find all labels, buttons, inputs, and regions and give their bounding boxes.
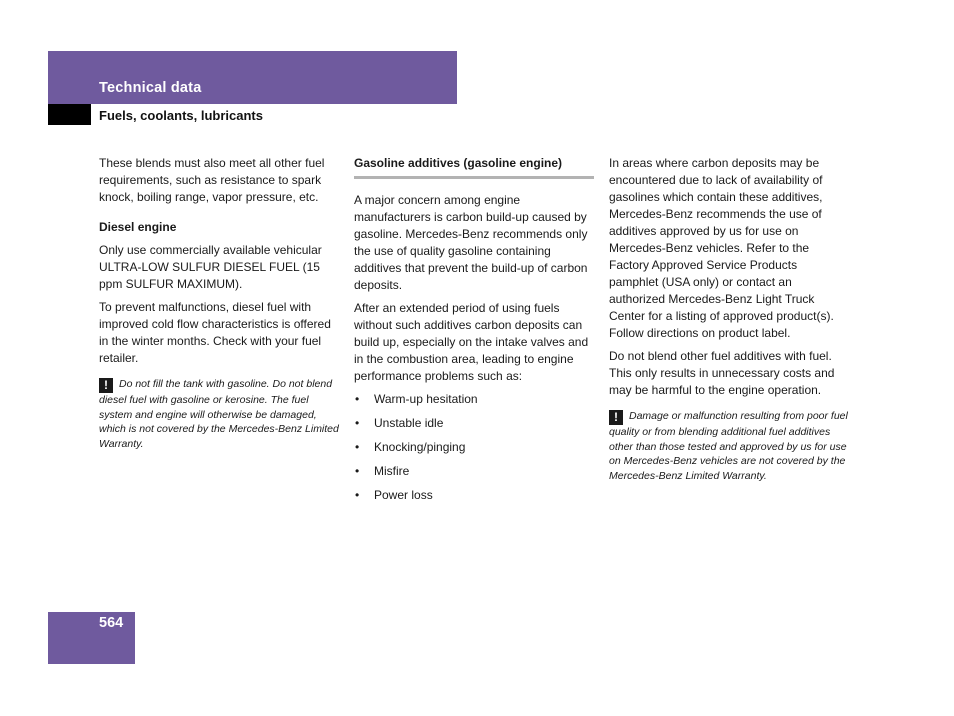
list-item: • Knocking/pinging — [354, 439, 594, 456]
additives-paragraph-1: A major concern among engine manufacturers is carbon build-up caused by gasoline. Mercedes-Benz recommends only the use of quality gasoline containing additives that prevent the build-up of carbon deposits. — [354, 193, 588, 292]
header-band — [48, 51, 457, 104]
diesel-heading: Diesel engine — [99, 220, 177, 234]
fuel-quality-warning-text: Damage or malfunction resulting from poor fuel quality or from blending additional fuel additives other than those tested and approved by us for use on Mercedes-Benz vehicles are not covered by the Mercedes-Benz Limited Warranty. — [609, 410, 848, 483]
exclamation-icon: ! — [609, 410, 623, 425]
list-item: • Warm-up hesitation — [354, 391, 594, 408]
blend-paragraph: Do not blend other fuel additives with fuel. This only results in unnecessary costs and may be harmful to the engine operation. — [609, 349, 835, 397]
page-number: 564 — [99, 615, 124, 631]
list-item: • Misfire — [354, 463, 594, 480]
carbon-paragraph: In areas where carbon deposits may be encountered due to lack of availability of gasolines which contain these additives, Mercedes-Benz recommends the use of additives approved by us for use on Mercedes-Benz vehicles. Refer to the Factory Approved Service Products pamphlet (USA only) or contact an authorized Mercedes-Benz Light Truck Center for a listing of approved product(s). Follow directions on product label. — [609, 156, 834, 340]
diesel-warning — [99, 377, 339, 452]
exclamation-icon: ! — [99, 378, 113, 393]
column-2 — [354, 155, 594, 511]
fuel-quality-warning — [609, 409, 849, 484]
section-title: Technical data — [99, 80, 202, 96]
list-item: • Unstable idle — [354, 415, 594, 432]
additives-heading: Gasoline additives (gasoline engine) — [354, 155, 594, 179]
column-1 — [99, 155, 339, 452]
column-3 — [609, 155, 849, 484]
diesel-warning-text: Do not fill the tank with gasoline. Do not blend diesel fuel with gasoline or kerosine. The fuel system and engine will otherwise be damaged, which is not covered by the Mercedes-Benz Limited Warranty. — [99, 378, 339, 451]
problem-list — [354, 391, 594, 504]
additives-paragraph-2: After an extended period of using fuels without such additives carbon deposits can build up, especially on the intake valves and in the combustion area, leading to engine performance problems such as: — [354, 301, 589, 383]
section-marker — [48, 104, 91, 125]
diesel-paragraph-1: Only use commercially available vehicular ULTRA-LOW SULFUR DIESEL FUEL (15 ppm SULFUR MAXIMUM). — [99, 243, 322, 291]
list-item: • Power loss — [354, 487, 594, 504]
diesel-paragraph-2: To prevent malfunctions, diesel fuel with improved cold flow characteristics is offered in the winter months. Check with your fuel retailer. — [99, 300, 331, 365]
intro-paragraph: These blends must also meet all other fuel requirements, such as resistance to spark knock, boiling range, vapor pressure, etc. — [99, 156, 325, 204]
page-subtitle: Fuels, coolants, lubricants — [99, 108, 263, 123]
